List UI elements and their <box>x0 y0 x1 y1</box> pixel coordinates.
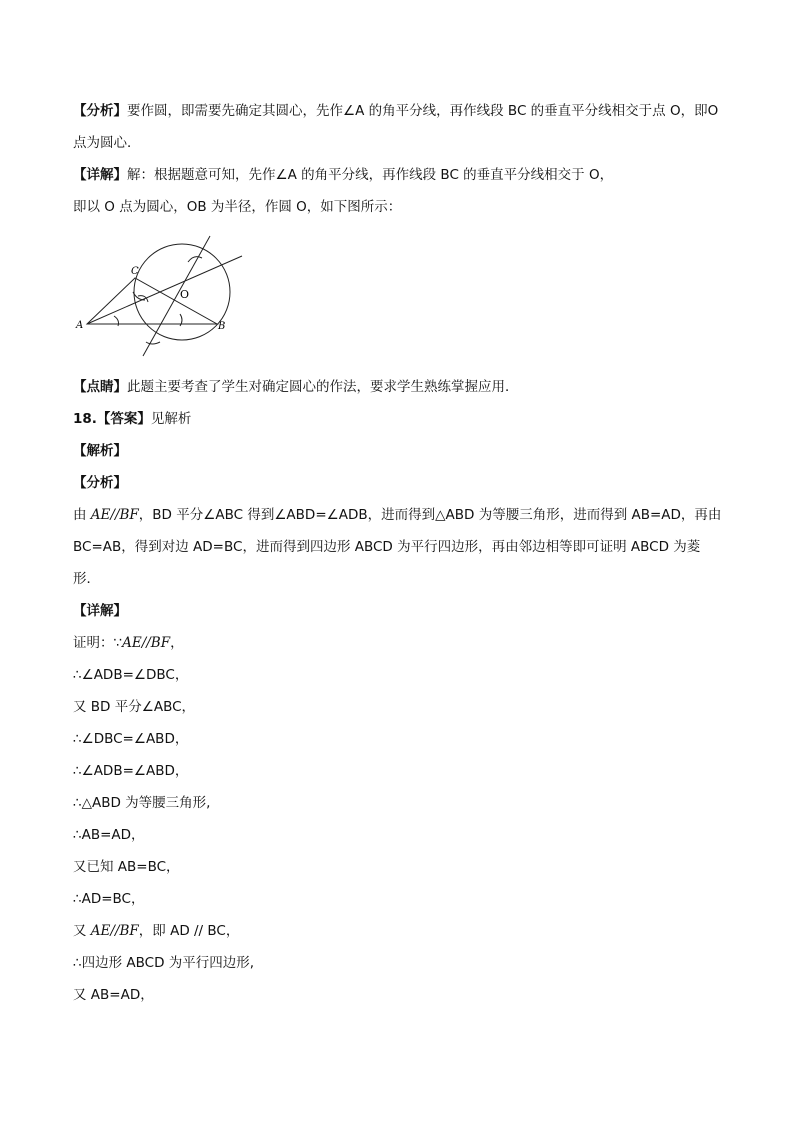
analysis-line-1 <box>73 101 718 121</box>
analysis-18-text: ，BD 平分∠ABC 得到∠ABD=∠ADB，进而得到△ABD 为等腰三角形，进而得到 AB=AD，再由 <box>138 507 722 523</box>
comment-line <box>73 377 519 397</box>
proof-text: ， <box>170 635 184 651</box>
analysis-tag-18: 【分析】 <box>73 475 127 491</box>
proof-line-9: ∴AD=BC， <box>73 891 145 907</box>
proof-line-10 <box>73 921 239 941</box>
geometry-figure <box>70 232 250 362</box>
proof-text: ，即 AD // BC， <box>138 923 240 939</box>
label-o: O <box>180 288 190 301</box>
label-a: A <box>76 320 84 331</box>
analysis-text: 要作圆，即需要先确定其圆心，先作∠A 的角平分线，再作线段 BC 的垂直平分线相交于点 O，即O <box>127 103 719 119</box>
arc-mark <box>188 257 202 262</box>
analysis-line-2: 点为圆心． <box>73 135 141 151</box>
detail-tag: 【详解】 <box>73 167 127 183</box>
triangle-abc <box>87 278 217 324</box>
angle-bisector-line <box>87 256 242 324</box>
analysis-18-line-3: 形． <box>73 571 100 587</box>
detail-line-2: 即以 O 点为圆心，OB 为半径，作圆 O，如下图所示： <box>73 199 402 215</box>
proof-line-1 <box>73 633 184 653</box>
proof-text: 又 <box>73 923 87 939</box>
comment-tag: 【点睛】 <box>73 379 127 395</box>
proof-line-2: ∴∠ADB=∠DBC， <box>73 667 189 683</box>
proof-line-3: 又 BD 平分∠ABC， <box>73 699 196 715</box>
math-ae-bf: AE//BF <box>90 507 139 523</box>
proof-line-8: 又已知 AB=BC， <box>73 859 180 875</box>
arc-mark <box>146 342 160 344</box>
detail-tag-18: 【详解】 <box>73 603 127 619</box>
math-ae-bf: AE//BF <box>122 635 171 651</box>
analysis-18-line-2: BC=AB，得到对边 AD=BC，进而得到四边形 ABCD 为平行四边形，再由邻边相等即可证明 ABCD 为菱 <box>73 539 701 555</box>
proof-line-4: ∴∠DBC=∠ABD， <box>73 731 189 747</box>
analysis-18-line-1 <box>73 505 721 525</box>
answer-text: 见解析 <box>150 411 192 427</box>
analysis-18-text: 由 <box>73 507 87 523</box>
math-ae-bf: AE//BF <box>90 923 139 939</box>
proof-line-5: ∴∠ADB=∠ABD， <box>73 763 189 779</box>
analysis-tag: 【分析】 <box>73 103 127 119</box>
proof-line-11: ∴四边形 ABCD 为平行四边形, <box>73 955 255 971</box>
label-c: C <box>131 266 139 277</box>
answer-tag: 18.【答案】 <box>73 411 151 427</box>
parse-tag: 【解析】 <box>73 443 127 459</box>
proof-text: 证明：∵ <box>73 635 123 651</box>
proof-line-7: ∴AB=AD， <box>73 827 145 843</box>
answer-line <box>73 409 191 429</box>
proof-line-6: ∴△ABD 为等腰三角形, <box>73 795 211 811</box>
detail-text: 解：根据题意可知，先作∠A 的角平分线，再作线段 BC 的垂直平分线相交于 O， <box>127 167 614 183</box>
proof-line-12: 又 AB=AD， <box>73 987 154 1003</box>
label-b: B <box>218 321 226 332</box>
comment-text: 此题主要考查了学生对确定圆心的作法，要求学生熟练掌握应用． <box>127 379 519 395</box>
detail-line-1 <box>73 165 613 185</box>
